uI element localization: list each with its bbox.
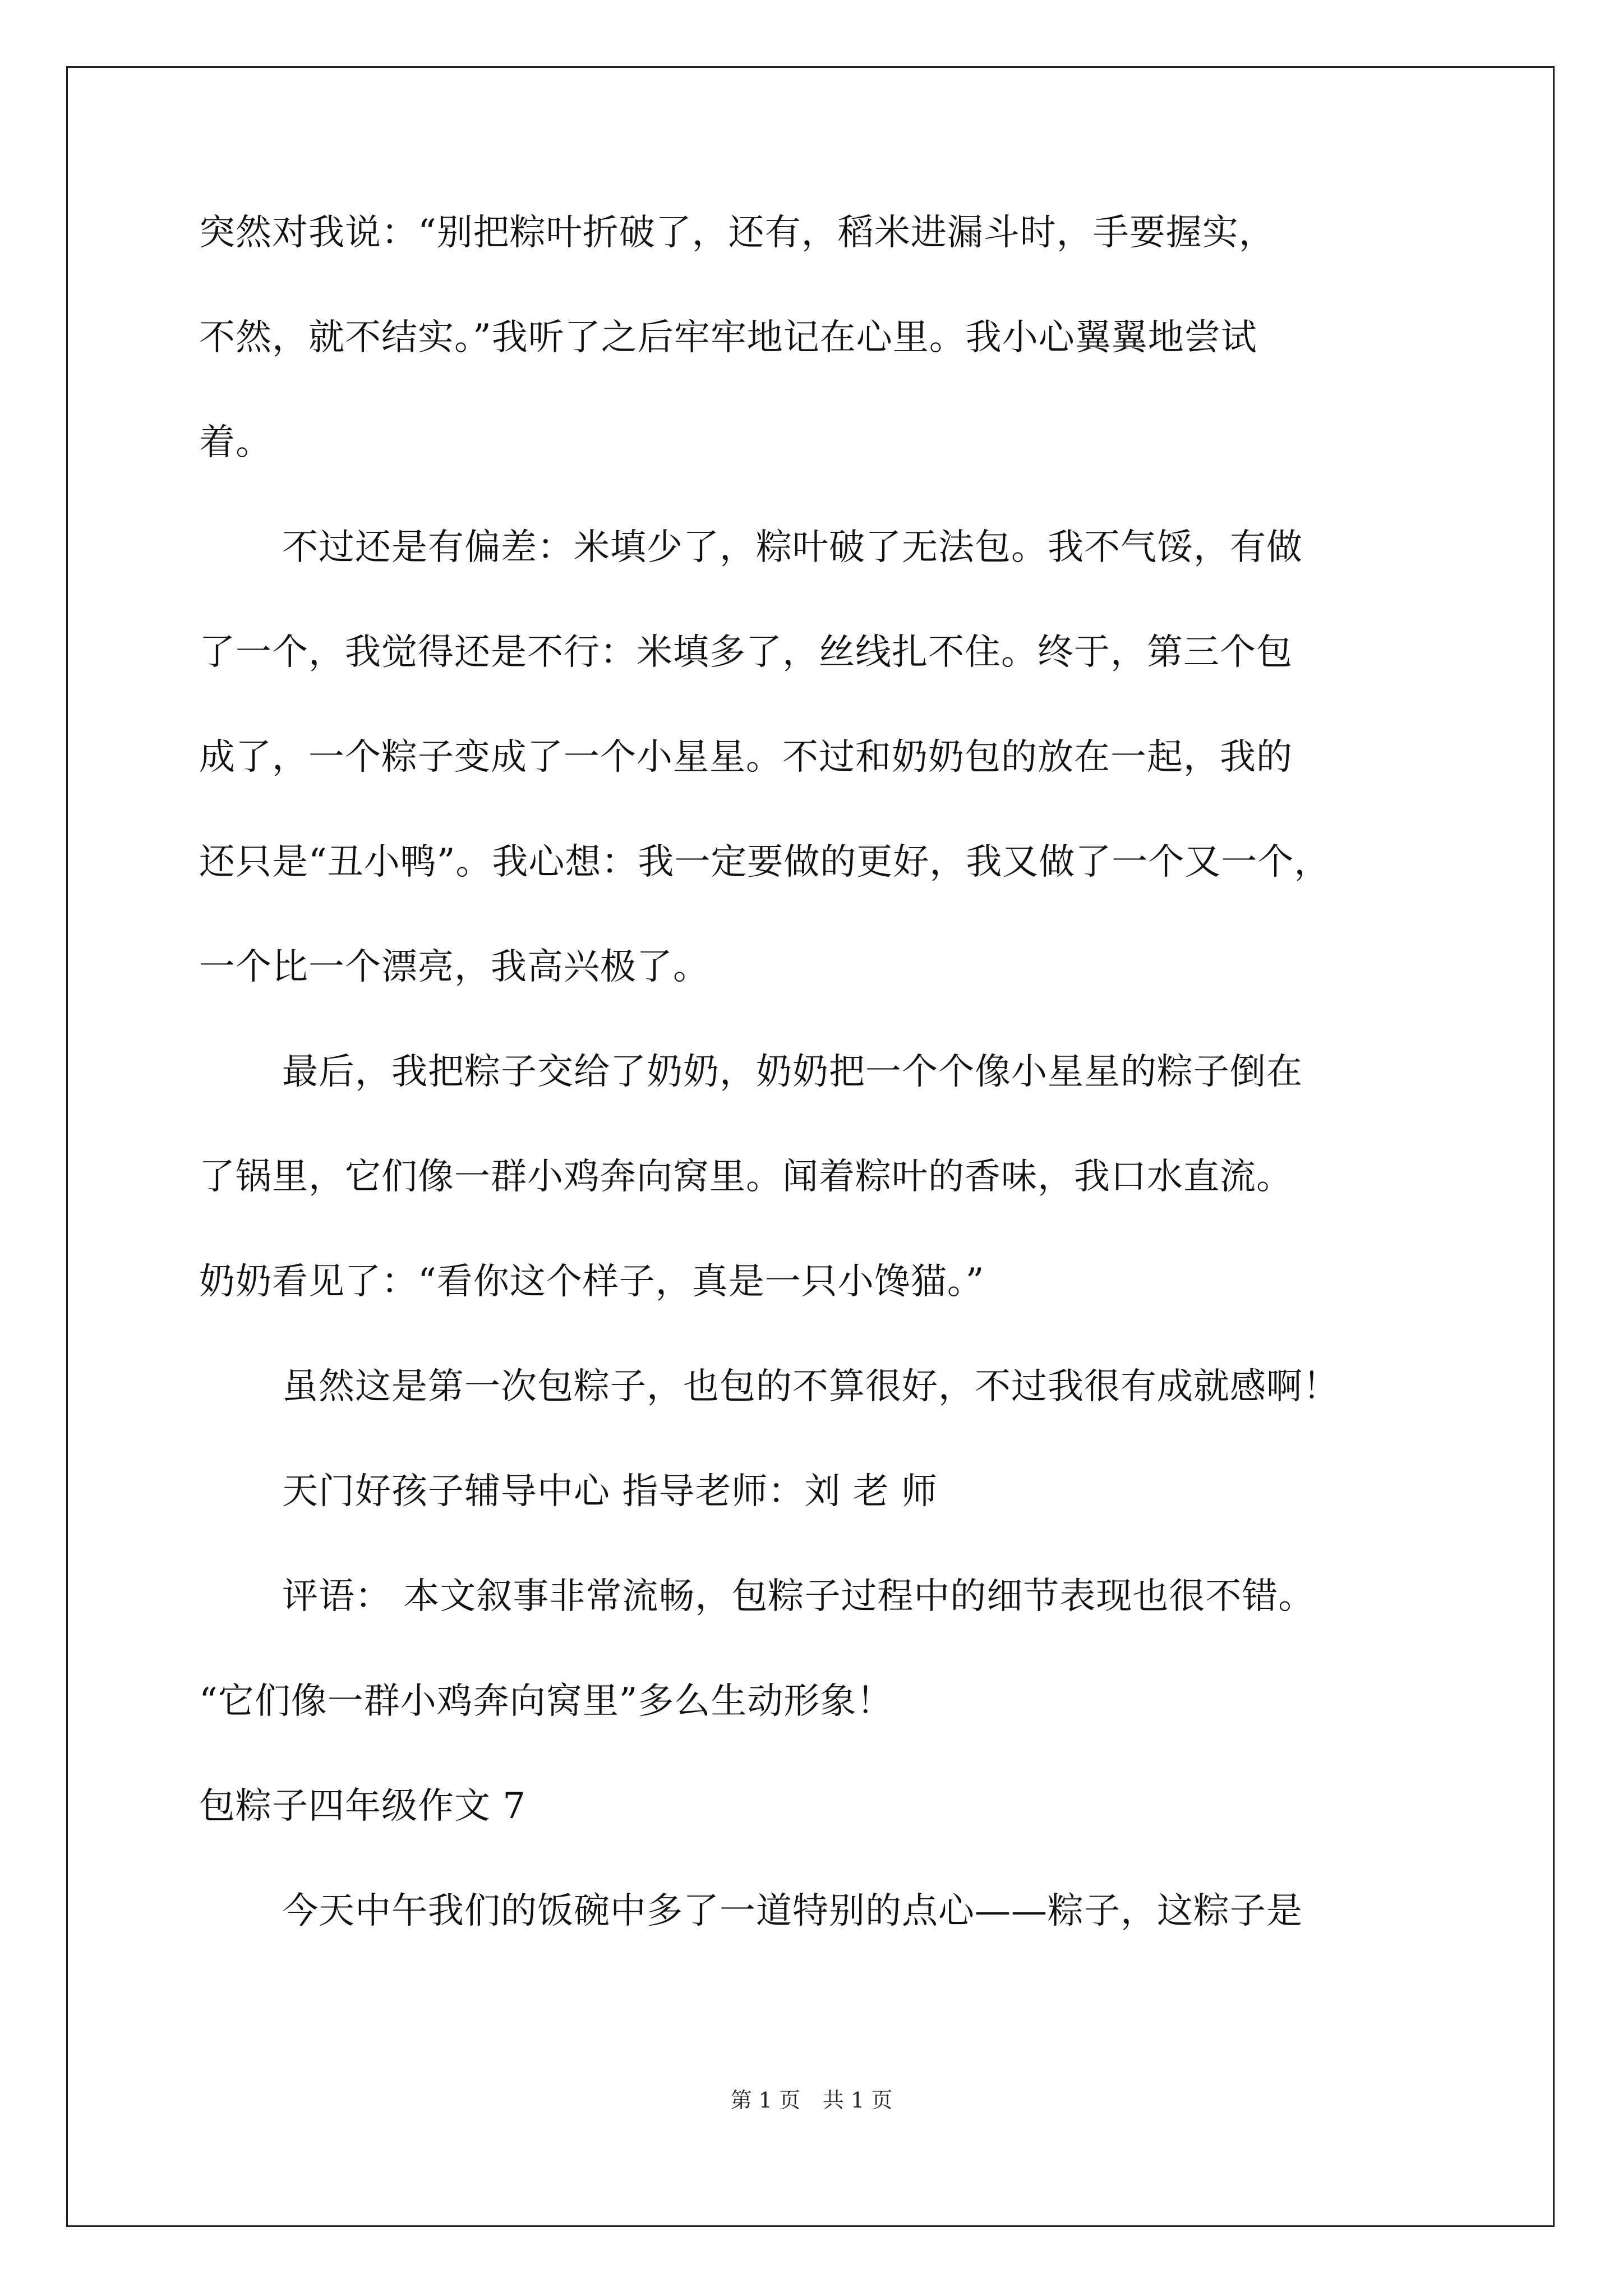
page-number: 第 1 页 — [730, 2088, 800, 2113]
page-footer — [0, 2087, 1623, 2114]
paragraph-start: 最后，我把粽子交给了奶奶，奶奶把一个个像小星星的粽子倒在 — [282, 1051, 1303, 1093]
section-title: 包粽子四年级作文 7 — [199, 1786, 527, 1827]
paragraph-start: 今天中午我们的饭碗中多了一道特别的点心——粽子，这粽子是 — [282, 1890, 1303, 1932]
teacher-credit: 天门好孩子辅导中心 指导老师：刘 老 师 — [282, 1471, 938, 1512]
page-total: 共 1 页 — [823, 2088, 893, 2113]
text-line: 一个比一个漂亮，我高兴极了。 — [199, 946, 709, 988]
text-line: 了一个，我觉得还是不行：米填多了，丝线扎不住。终于，第三个包 — [199, 632, 1293, 673]
paragraph-start: 不过还是有偏差：米填少了，粽叶破了无法包。我不气馁，有做 — [282, 527, 1303, 568]
text-line: 着。 — [199, 422, 272, 463]
text-line: 还只是“丑小鸭”。我心想：我一定要做的更好，我又做了一个又一个， — [199, 841, 1331, 883]
paragraph-start: 虽然这是第一次包粽子，也包的不算很好，不过我很有成就感啊！ — [282, 1366, 1339, 1407]
comment-line: “它们像一群小鸡奔向窝里”多么生动形象！ — [199, 1681, 893, 1722]
text-line: 不然，就不结实。”我听了之后牢牢地记在心里。我小心翼翼地尝试 — [199, 317, 1257, 358]
text-line: 了锅里，它们像一群小鸡奔向窝里。闻着粽叶的香味，我口水直流。 — [199, 1156, 1293, 1198]
text-line: 奶奶看见了：“看你这个样子，真是一只小馋猫。” — [199, 1261, 985, 1303]
text-line: 成了，一个粽子变成了一个小星星。不过和奶奶包的放在一起，我的 — [199, 737, 1293, 778]
text-line: 突然对我说：“别把粽叶折破了，还有，稻米进漏斗时，手要握实， — [199, 212, 1275, 254]
comment-line: 评语： 本文叙事非常流畅，包粽子过程中的细节表现也很不错。 — [282, 1576, 1315, 1617]
